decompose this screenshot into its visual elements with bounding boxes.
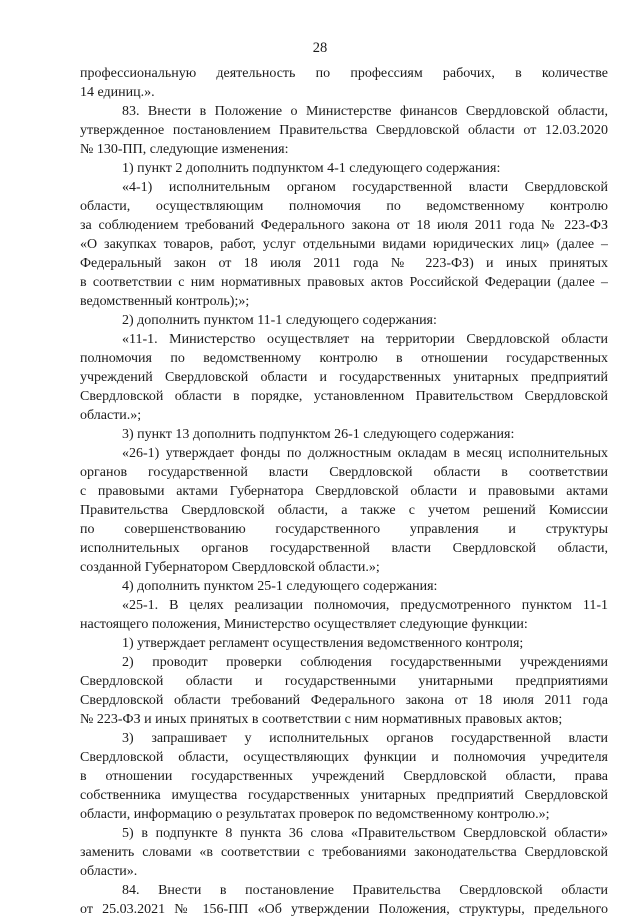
text-line: за соблюдением требований Федерального закона от 18 июля 2011 года № 223-ФЗ xyxy=(80,218,608,233)
text-line: № 223-ФЗ и иных принятых в соответствии с ним нормативных правовых актов; xyxy=(80,712,563,727)
text-line: собственника имущества государственных унитарных предприятий Свердловской xyxy=(80,788,608,803)
text-line: с правовыми актами Губернатора Свердловской области и правовыми актами xyxy=(80,484,608,499)
text-line: области, информацию о результатах проверок по ведомственному контролю.»; xyxy=(80,807,550,822)
text-line: органов государственной власти Свердловской области в соответствии xyxy=(80,465,608,480)
text-line: «26-1) утверждает фонды по должностным окладам в месяц исполнительных xyxy=(122,446,608,461)
text-line: «О закупках товаров, работ, услуг отдельными видами юридических лиц» (далее – xyxy=(80,237,608,252)
document-body xyxy=(80,64,608,919)
text-line: 2) дополнить пунктом 11-1 следующего содержания: xyxy=(122,313,437,328)
text-line: 2) проводит проверки соблюдения государственными учреждениями xyxy=(122,655,608,670)
text-line: настоящего положения, Министерство осуществляет следующие функции: xyxy=(80,617,528,632)
text-line: области, осуществляющим полномочия по ведомственному контролю xyxy=(80,199,608,214)
text-line: № 130-ПП, следующие изменения: xyxy=(80,142,289,157)
text-line: области.»; xyxy=(80,408,142,423)
text-line: Свердловской области требований Федерального закона от 18 июля 2011 года xyxy=(80,693,608,708)
text-line: «4-1) исполнительным органом государственной власти Свердловской xyxy=(122,180,608,195)
text-line: учреждений Свердловской области и государственных унитарных предприятий xyxy=(80,370,608,385)
text-line: Свердловской области и государственными унитарными предприятиями xyxy=(80,674,608,689)
text-line: исполнительных органов государственной власти Свердловской области, xyxy=(80,541,608,556)
text-line: в соответствии с ним нормативных правовых актов Российской Федерации (далее – xyxy=(80,275,608,290)
text-line: 3) пункт 13 дополнить подпунктом 26-1 следующего содержания: xyxy=(122,427,515,442)
text-line: «11-1. Министерство осуществляет на территории Свердловской области xyxy=(122,332,608,347)
text-line: заменить словами «в соответствии с требованиями законодательства Свердловской xyxy=(80,845,608,860)
text-line: Свердловской области в порядке, установленном Правительством Свердловской xyxy=(80,389,608,404)
text-line: Свердловской области, осуществляющих функции и полномочия учредителя xyxy=(80,750,608,765)
text-line: в отношении государственных учреждений Свердловской области, права xyxy=(80,769,608,784)
text-line: 3) запрашивает у исполнительных органов государственной власти xyxy=(122,731,608,746)
text-line: Федеральный закон от 18 июля 2011 года № 223-ФЗ) и иных принятых xyxy=(80,256,608,271)
page-number: 28 xyxy=(312,40,328,56)
text-line: утвержденное постановлением Правительства Свердловской области от 12.03.2020 xyxy=(80,123,608,138)
text-line: 84. Внести в постановление Правительства Свердловской области xyxy=(122,883,608,898)
text-line: по совершенствованию государственного управления и структуры xyxy=(80,522,608,537)
text-line: 83. Внести в Положение о Министерстве финансов Свердловской области, xyxy=(122,104,608,119)
text-line: созданной Губернатором Свердловской области.»; xyxy=(80,560,380,575)
text-line: 14 единиц.». xyxy=(80,85,155,100)
text-line: Правительства Свердловской области, а также с учетом решений Комиссии xyxy=(80,503,608,518)
text-line: 5) в подпункте 8 пункта 36 слова «Правительством Свердловской области» xyxy=(122,826,608,841)
text-line: области». xyxy=(80,864,138,879)
text-line: ведомственный контроль);»; xyxy=(80,294,250,309)
text-line: полномочия по ведомственному контролю в отношении государственных xyxy=(80,351,608,366)
text-line: 4) дополнить пунктом 25-1 следующего содержания: xyxy=(122,579,438,594)
text-line: «25-1. В целях реализации полномочия, предусмотренного пунктом 11-1 xyxy=(122,598,608,613)
text-line: от 25.03.2021 № 156-ПП «Об утверждении Положения, структуры, предельного xyxy=(80,902,608,917)
text-line: профессиональную деятельность по профессиям рабочих, в количестве xyxy=(80,66,608,81)
text-line: 1) утверждает регламент осуществления ведомственного контроля; xyxy=(122,636,524,651)
text-line: 1) пункт 2 дополнить подпунктом 4-1 следующего содержания: xyxy=(122,161,501,176)
